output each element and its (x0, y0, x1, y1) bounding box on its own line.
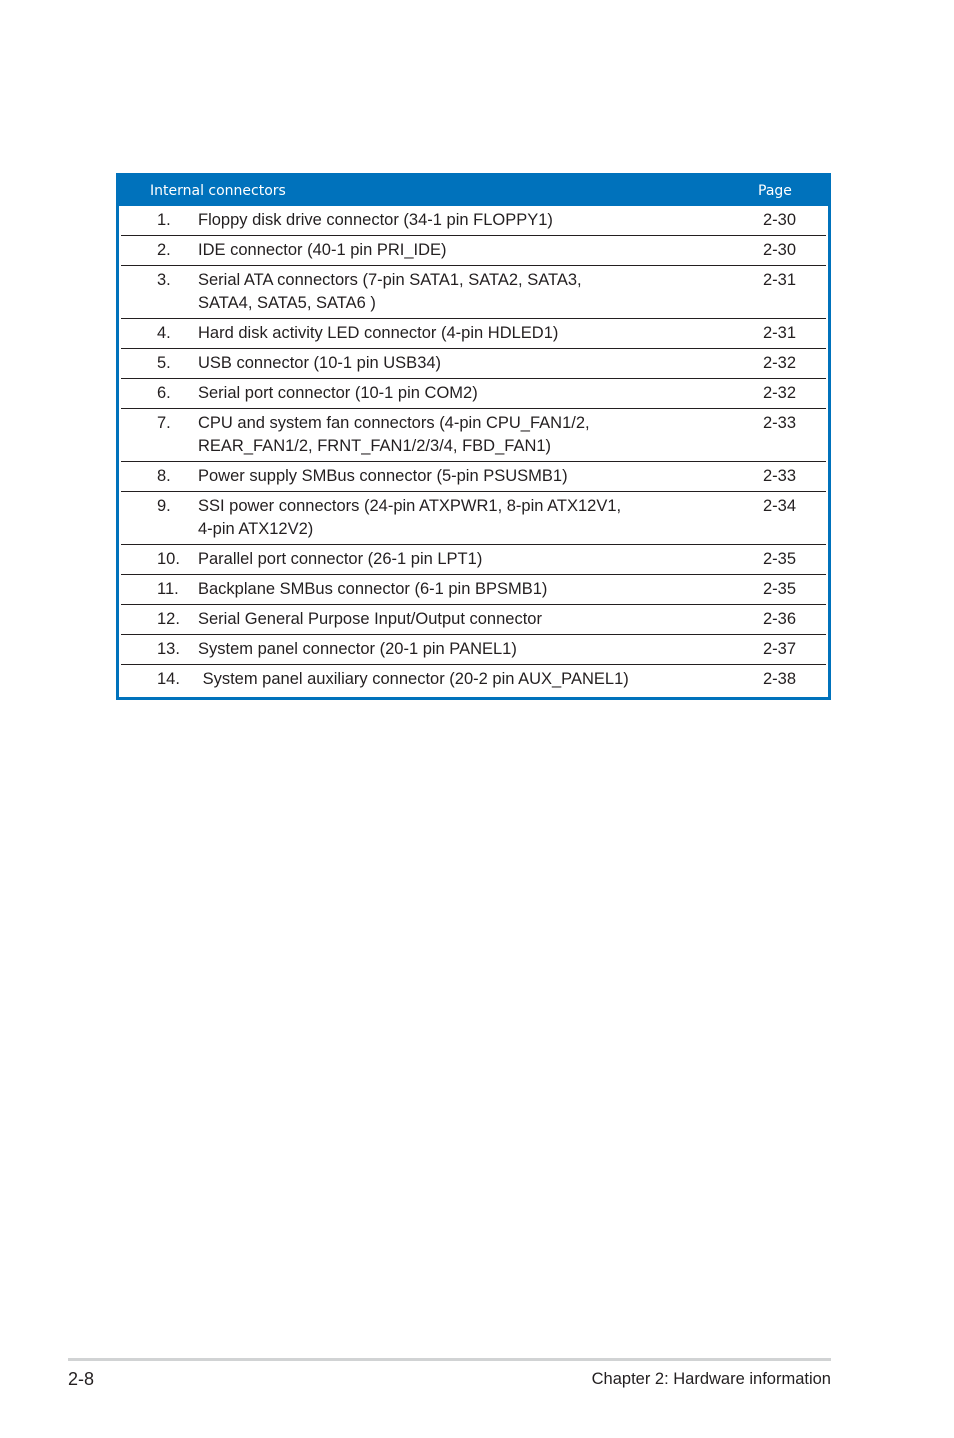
row-description (198, 239, 718, 262)
row-description-line: Serial ATA connectors (7-pin SATA1, SATA2, SATA3, (198, 271, 582, 289)
row-description (198, 465, 718, 488)
row-description-line: Serial port connector (10-1 pin COM2) (198, 384, 478, 402)
row-description (198, 382, 718, 405)
table-row (121, 635, 826, 665)
row-description-line: Floppy disk drive connector (34-1 pin FLOPPY1) (198, 211, 553, 229)
table-row (121, 462, 826, 492)
row-description-line: CPU and system fan connectors (4-pin CPU_FAN1/2, (198, 414, 590, 432)
row-description (198, 548, 718, 571)
row-description (198, 412, 718, 458)
row-number: 4. (157, 324, 171, 342)
row-description-line: Serial General Purpose Input/Output connector (198, 610, 542, 628)
row-description (198, 578, 718, 601)
row-number: 9. (157, 497, 171, 515)
table-row (121, 236, 826, 266)
row-number: 10. (157, 550, 180, 568)
row-page: 2-35 (763, 550, 797, 568)
table-row (121, 665, 826, 695)
row-number: 14. (157, 670, 180, 688)
row-description-line: IDE connector (40-1 pin PRI_IDE) (198, 241, 447, 259)
table-row (121, 206, 826, 236)
row-description-line: Backplane SMBus connector (6-1 pin BPSMB1) (198, 580, 548, 598)
row-page: 2-30 (763, 241, 797, 259)
row-description (198, 495, 718, 541)
row-page: 2-31 (763, 271, 797, 289)
table-row (121, 349, 826, 379)
row-description (198, 209, 718, 232)
row-description-line: SSI power connectors (24-pin ATXPWR1, 8-pin ATX12V1, (198, 497, 622, 515)
row-page: 2-37 (763, 640, 797, 658)
row-description-line: System panel connector (20-1 pin PANEL1) (198, 640, 517, 658)
row-number: 12. (157, 610, 180, 628)
table-row (121, 492, 826, 545)
row-page: 2-32 (763, 354, 797, 372)
row-description-line: System panel auxiliary connector (20-2 pin AUX_PANEL1) (198, 670, 629, 688)
row-description (198, 352, 718, 375)
row-number: 13. (157, 640, 180, 658)
table-row (121, 379, 826, 409)
row-description (198, 668, 718, 691)
row-number: 7. (157, 414, 171, 432)
row-description-line: Parallel port connector (26-1 pin LPT1) (198, 550, 483, 568)
row-page: 2-32 (763, 384, 797, 402)
row-page: 2-33 (763, 467, 797, 485)
row-description-line: Hard disk activity LED connector (4-pin HDLED1) (198, 324, 559, 342)
row-description (198, 269, 718, 315)
connectors-table (116, 173, 831, 700)
row-page: 2-35 (763, 580, 797, 598)
row-description-line: REAR_FAN1/2, FRNT_FAN1/2/3/4, FBD_FAN1) (198, 437, 552, 455)
table-row (121, 545, 826, 575)
row-page: 2-38 (763, 670, 797, 688)
header-page: Page (758, 183, 792, 199)
table-row (121, 319, 826, 349)
row-description-line: 4-pin ATX12V2) (198, 520, 314, 538)
row-number: 11. (157, 580, 179, 598)
table-row (121, 409, 826, 462)
chapter-title: Chapter 2: Hardware information (591, 1370, 831, 1388)
table-row (121, 266, 826, 319)
row-number: 5. (157, 354, 171, 372)
footer-rule (68, 1358, 831, 1361)
row-page: 2-36 (763, 610, 797, 628)
row-number: 6. (157, 384, 171, 402)
row-number: 2. (157, 241, 171, 259)
row-number: 1. (157, 211, 171, 229)
row-description (198, 322, 718, 345)
table-row (121, 575, 826, 605)
row-page: 2-31 (763, 324, 797, 342)
row-description (198, 608, 718, 631)
table-row (121, 605, 826, 635)
row-description-line: SATA4, SATA5, SATA6 ) (198, 294, 376, 312)
row-description-line: Power supply SMBus connector (5-pin PSUSMB1) (198, 467, 568, 485)
row-page: 2-33 (763, 414, 797, 432)
row-page: 2-30 (763, 211, 797, 229)
header-internal-connectors: Internal connectors (150, 183, 286, 199)
row-description (198, 638, 718, 661)
row-page: 2-34 (763, 497, 797, 515)
table-header (119, 176, 828, 206)
row-number: 8. (157, 467, 171, 485)
row-number: 3. (157, 271, 171, 289)
page-number: 2-8 (68, 1369, 95, 1389)
row-description-line: USB connector (10-1 pin USB34) (198, 354, 442, 372)
